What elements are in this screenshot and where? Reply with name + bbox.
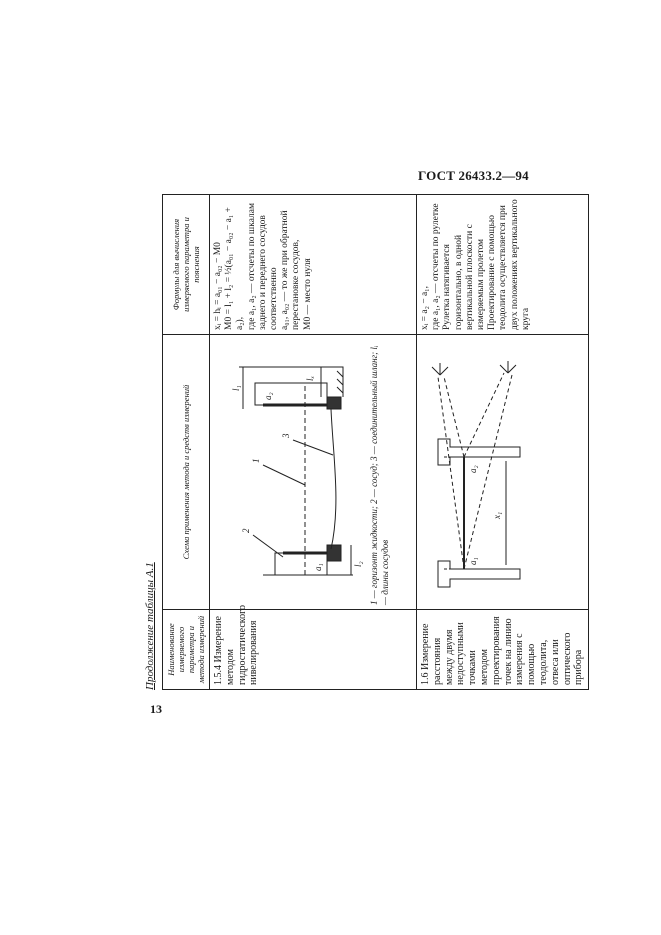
column-header-name: Наименование измеряемого параметра и метода измерений — [163, 610, 210, 690]
label-3: 3 — [281, 433, 292, 438]
label-2: 2 — [241, 528, 252, 533]
hydrostatic-leveling-diagram — [213, 340, 363, 605]
label-a1: a₁ — [468, 557, 479, 565]
formula-line: Проектирование с помощью — [487, 214, 498, 330]
label-lx: lₓ — [305, 375, 316, 381]
table-header-row — [163, 195, 210, 690]
column-header-formula: Формулы для вычисления измеряемого параметра и пояснения — [163, 195, 210, 335]
table-row — [417, 195, 589, 690]
connecting-hose — [331, 409, 336, 549]
label-1: 1 — [251, 458, 262, 463]
label-a1: a₁ — [313, 563, 324, 571]
left-base — [327, 545, 341, 561]
formula-line: круга — [520, 307, 531, 330]
label-l1: l₁ — [231, 385, 242, 391]
theodolite-icon — [432, 363, 448, 375]
theodolite-icon — [500, 361, 516, 373]
right-base — [327, 397, 341, 409]
formula-line: xᵢ = a₂ − a₁, — [420, 286, 431, 330]
formula-line: теодолита осуществляется при — [498, 205, 509, 330]
label-a2: a₂ — [468, 465, 479, 473]
label-l2: l₂ — [353, 561, 364, 567]
formula-line: соответственно — [269, 267, 280, 330]
left-column — [438, 561, 520, 587]
formula-line: Рулетка натягивается — [442, 244, 453, 330]
formula-line: M0 — место нуля — [302, 258, 313, 330]
formula-line: измеряемым пролетом — [476, 238, 487, 330]
label-a2: a₂ — [263, 392, 274, 400]
row-scheme-cell — [417, 335, 589, 610]
measurement-table — [162, 194, 589, 690]
row-formula-cell — [210, 195, 417, 335]
rotated-table-block — [144, 195, 585, 690]
row-scheme-cell — [210, 335, 417, 610]
label-x1: x₁ — [492, 511, 503, 519]
right-column — [438, 439, 520, 465]
formula-line: M0 = l₁ + l₂ = ½(a₀₁ − a₀₂ − a₁ + a₂), — [224, 207, 246, 330]
formula-line: где a₁, a₂ — отсчеты по рулетке — [431, 203, 442, 330]
row-formula-cell — [417, 195, 589, 335]
figure-legend: 1 — горизонт жидкости; 2 — сосуд; 3 — соединительный шланг; lᵢ — длины сосудов — [369, 345, 390, 605]
formula-line: заднего и переднего сосудов — [257, 215, 268, 330]
page-number: 13 — [150, 702, 162, 716]
formula-line: горизонтально, в одной — [453, 234, 464, 330]
formula-line: xᵢ = hᵢ = a₀₁ − a₀₂ − M0 — [213, 242, 224, 330]
projection-diagram — [420, 340, 532, 605]
row-parameter-name: 1.6 Измерение расстояния между двумя недоступными точками методом проектирования точек на линию измерения с помощью теодолита, отвеса или оптического прибора — [417, 610, 589, 690]
formula-line: вертикальной плоскости с — [464, 224, 475, 330]
formula-line: где a₁, a₂ — отсчеты по шкалам — [246, 203, 257, 330]
table-row — [210, 195, 417, 690]
formula-line: перестановке сосудов, — [291, 239, 302, 330]
row-parameter-name: 1.5.4 Измерение методом гидростатического нивелирования — [210, 610, 417, 690]
column-header-scheme: Схема применения метода и средств измерений — [163, 335, 210, 610]
table-caption: Продолжение таблицы А.1 — [144, 562, 156, 690]
standard-code: ГОСТ 26433.2—94 — [418, 168, 529, 183]
formula-line: a₀₁, a₀₂ — то же при обратной — [280, 210, 291, 330]
formula-line: двух положениях вертикального — [509, 199, 520, 330]
